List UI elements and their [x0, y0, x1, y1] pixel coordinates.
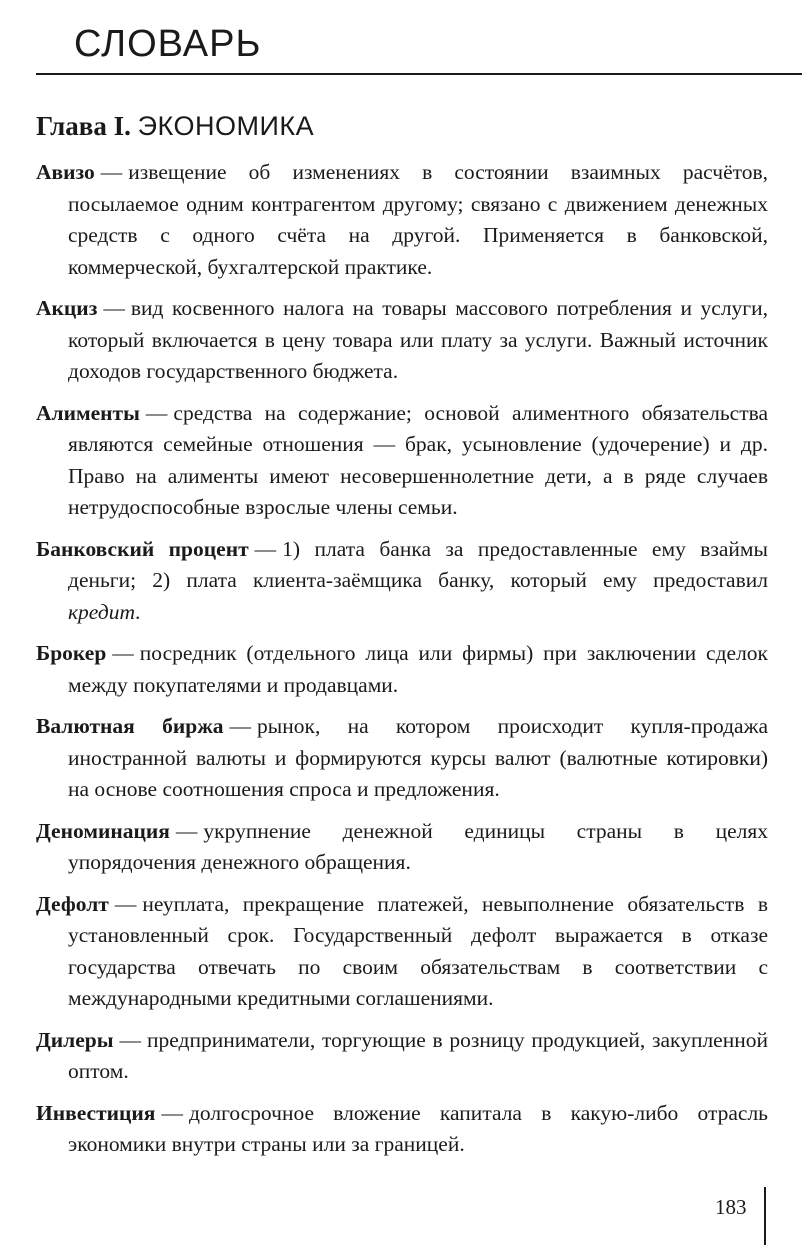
- entry-definition-end: .: [134, 599, 141, 624]
- chapter-title: [36, 106, 314, 146]
- entry-dash: —: [161, 1100, 183, 1125]
- page-number: 183: [715, 1195, 747, 1219]
- entry-term: Акциз: [36, 296, 98, 320]
- chapter-name: ЭКОНОМИКА: [137, 111, 315, 141]
- entry-term: Брокер: [36, 641, 107, 665]
- entry-term: Дефолт: [36, 891, 109, 916]
- entry-definition: посредник (отдельного лица или фирмы) при заключении сделок между покупателями и продавцами.: [68, 641, 768, 697]
- entry-dash: —: [112, 641, 134, 665]
- entry-dash: —: [145, 400, 168, 425]
- glossary-entry: [36, 293, 768, 388]
- entry-definition: предприниматели, торгующие в розницу продукцией, закупленной оптом.: [68, 1027, 768, 1083]
- entry-definition: рынок, на котором происходит купля-продажа иностранной валюты и формируются курсы валют (валютные котировки) на основе соотношения спроса и предложения.: [68, 714, 768, 801]
- glossary-entry: [36, 157, 768, 283]
- entry-definition-text: 1) плата банка за предоставленные ему взаймы деньги; 2) плата клиента-заёмщика банку, который ему предоставил: [68, 536, 768, 592]
- entry-definition-italic: кредит: [68, 599, 135, 624]
- entry-dash: —: [254, 536, 277, 561]
- entry-dash: —: [114, 891, 137, 916]
- entry-term: Деноминация: [36, 818, 170, 843]
- page-number-rule: [764, 1187, 766, 1245]
- entry-definition: извещение об изменениях в состоянии взаимных расчётов, посылаемое одним контрагентом другому; связано с движением денежных средств с одного счёта на другой. Применяется в банковской, коммерческой, бухгалтерской практике.: [68, 160, 768, 279]
- entry-definition: долгосрочное вложение капитала в какую-либо отрасль экономики внутри страны или за границей.: [68, 1100, 768, 1156]
- entry-dash: —: [103, 296, 125, 320]
- glossary-entry: [36, 1025, 768, 1088]
- entry-term: Валютная биржа: [36, 714, 224, 738]
- glossary-entry: [36, 1098, 768, 1161]
- entry-term: Авизо: [36, 160, 95, 184]
- entry-dash: —: [119, 1027, 142, 1052]
- entry-term: Дилеры: [36, 1027, 114, 1052]
- glossary-entry: [36, 889, 768, 1015]
- entry-term: Инвестиция: [36, 1100, 156, 1125]
- glossary-entry: [36, 398, 768, 524]
- entry-term: Алименты: [36, 400, 140, 425]
- chapter-label: Глава I.: [36, 111, 131, 141]
- entry-dash: —: [175, 818, 198, 843]
- glossary-entry: [36, 638, 768, 701]
- entry-term: Банковский процент: [36, 536, 249, 561]
- entry-definition: укрупнение денежной единицы страны в целях упорядочения денежного обращения.: [68, 818, 768, 874]
- entry-definition: неуплата, прекращение платежей, невыполнение обязательств в установленный срок. Государственный дефолт выражается в отказе государства отвечать по своим обязательствам в соответствии с международными кредитными соглашениями.: [68, 891, 768, 1010]
- section-title: СЛОВАРЬ: [74, 23, 262, 65]
- glossary-entry: [36, 711, 768, 806]
- entry-dash: —: [229, 714, 252, 738]
- glossary-entry: [36, 816, 768, 879]
- entry-definition: вид косвенного налога на товары массового потребления и услуги, который включается в цену товара или плату за услуги. Важный источник доходов государственного бюджета.: [68, 296, 768, 383]
- glossary-entry: [36, 534, 768, 629]
- glossary-list: [36, 157, 768, 1171]
- title-rule: [36, 73, 802, 75]
- entry-dash: —: [100, 160, 123, 184]
- entry-definition: средства на содержание; основой алиментного обязательства являются семейные отношения — брак, усыновление (удочерение) и др. Право на алименты имеют несовершеннолетние дети, а в ряде случаев нетрудоспособные взрослые члены семьи.: [68, 400, 768, 519]
